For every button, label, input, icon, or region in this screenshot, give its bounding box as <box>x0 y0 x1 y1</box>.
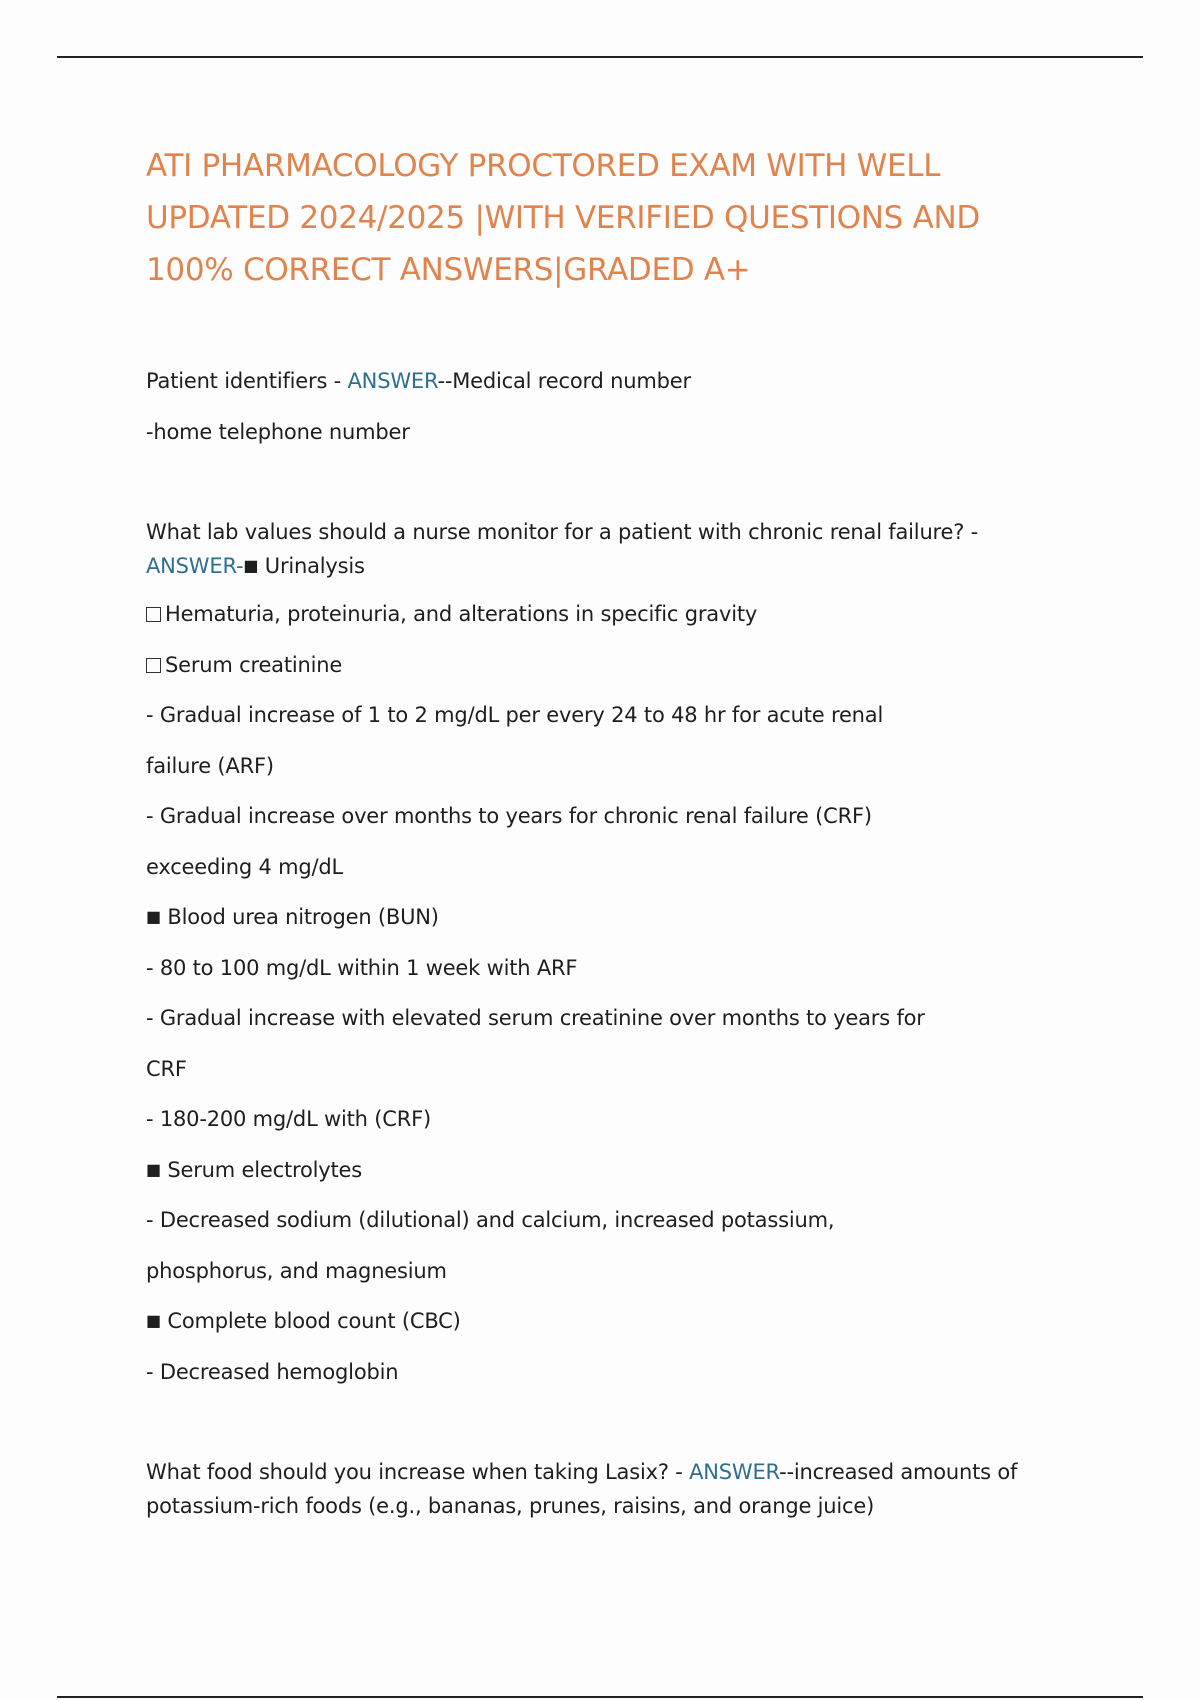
list-item: phosphorus, and magnesium <box>146 1258 447 1283</box>
qa-block-1 <box>146 364 1076 465</box>
list-item: - 180-200 mg/dL with (CRF) <box>146 1107 431 1131</box>
list-item: ■ Blood urea nitrogen (BUN) <box>146 905 439 929</box>
list-item: Hematuria, proteinuria, and alterations in specific gravity <box>146 597 1076 648</box>
question-text: What food should you increase when taking Lasix? - <box>146 1460 690 1484</box>
list-item: Serum creatinine <box>146 648 1076 699</box>
list-item: CRF <box>146 1056 187 1081</box>
list-item: exceeding 4 mg/dL <box>146 854 344 879</box>
qa-block-3 <box>146 1455 1076 1523</box>
answer-first-line: ANSWER-■ Urinalysis <box>146 554 365 578</box>
title-line-3: 100% CORRECT ANSWERS|GRADED A+ <box>146 252 751 288</box>
list-item: - Decreased hemoglobin <box>146 1359 399 1384</box>
top-rule <box>57 56 1143 58</box>
bottom-rule <box>57 1696 1143 1698</box>
question-text: What lab values should a nurse monitor for a patient with chronic renal failure? - <box>146 520 979 544</box>
list-item: - Gradual increase of 1 to 2 mg/dL per every 24 to 48 hr for acute renal <box>146 703 884 727</box>
answer-text: --increased amounts of <box>779 1460 1018 1484</box>
title-line-2: UPDATED 2024/2025 |WITH VERIFIED QUESTIONS AND <box>146 200 980 236</box>
answer-tag: ANSWER <box>689 1460 780 1484</box>
question-line <box>146 364 1076 415</box>
answer-tag: ANSWER <box>347 369 438 393</box>
document-body <box>146 140 1076 1523</box>
square-bullet-icon: ■ <box>243 556 259 575</box>
checkbox-empty-icon <box>146 658 161 673</box>
list-item: - Gradual increase over months to years for chronic renal failure (CRF) <box>146 804 872 828</box>
answer-continuation: potassium-rich foods (e.g., bananas, prunes, raisins, and orange juice) <box>146 1494 875 1518</box>
square-bullet-icon: ■ <box>146 1311 161 1330</box>
title-line-1: ATI PHARMACOLOGY PROCTORED EXAM WITH WELL <box>146 148 941 184</box>
question-line <box>146 1455 1076 1489</box>
answer-tag: ANSWER <box>146 554 236 578</box>
qa-block-2 <box>146 515 1076 1405</box>
square-bullet-icon: ■ <box>146 1159 161 1179</box>
list-item: failure (ARF) <box>146 753 274 778</box>
answer-text: Urinalysis <box>258 554 365 578</box>
list-item: - Decreased sodium (dilutional) and calcium, increased potassium, <box>146 1208 835 1232</box>
page-title <box>146 140 1076 296</box>
answer-text: --Medical record number <box>437 369 691 393</box>
list-item: - 80 to 100 mg/dL within 1 week with ARF <box>146 955 578 980</box>
list-item: ■ Complete blood count (CBC) <box>146 1309 461 1333</box>
list-item: - Gradual increase with elevated serum creatinine over months to years for <box>146 1006 925 1030</box>
checkbox-empty-icon <box>146 607 161 622</box>
answer-extra-line: -home telephone number <box>146 419 410 444</box>
question-text: Patient identifiers - <box>146 369 348 393</box>
list-item: ■ Serum electrolytes <box>146 1157 362 1182</box>
square-bullet-icon: ■ <box>146 907 161 926</box>
